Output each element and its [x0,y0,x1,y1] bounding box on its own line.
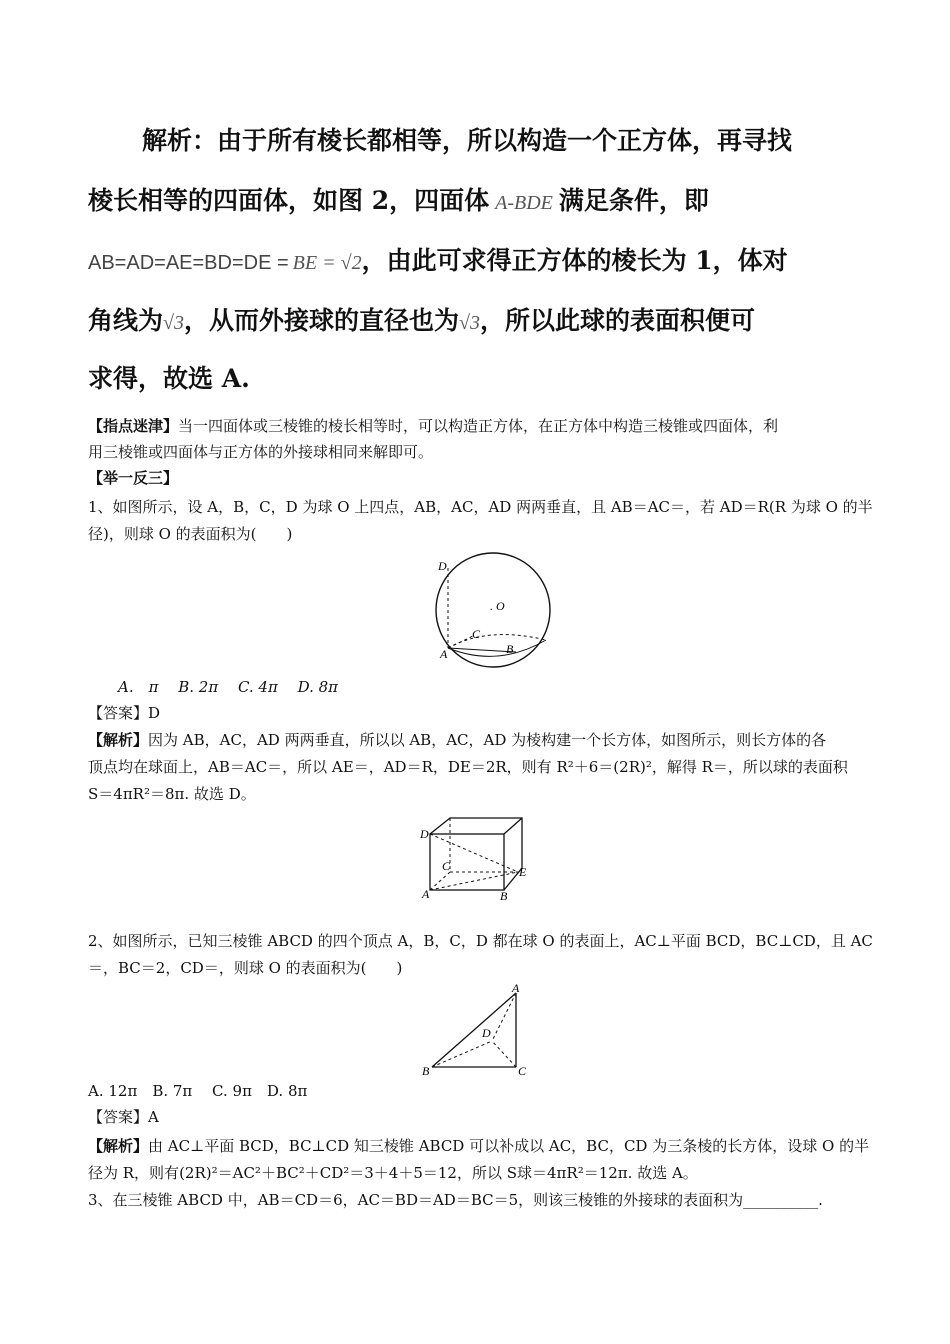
q1-box-figure [418,816,538,901]
q1-expl-line-1: 【解析】因为 AB，AC，AD 两两垂直，所以以 AB，AC，AD 为棱构建一个长方体，如图所示，则长方体的各 [88,731,827,749]
box-hidden-h [430,872,450,890]
label-a: A [422,887,430,901]
q2-line-2: ＝，BC＝2，CD＝，则球 O 的表面积为( ) [88,959,403,977]
q2-expl-line-2: 径为 R，则有(2R)²＝AC²＋BC²＋CD²＝3＋4＋5＝12，所以 S球＝4πR²＝12π. 故选 A。 [88,1164,698,1182]
label-b: B [506,642,514,656]
segment-ae [430,872,518,890]
analysis-line-3: AB=AD=AE=BD=DE = BE = √2，由此可求得正方体的棱长为 1，体对 [88,246,788,275]
edge-ab [432,993,516,1067]
q1-line-2: 径)，则球 O 的表面积为( ) [88,525,293,543]
label-d: D [438,559,447,573]
q1-expl-line-3: S＝4πR²＝8π. 故选 D。 [88,785,256,803]
label-b: B [500,889,508,903]
q1-line-1: 1、如图所示，设 A，B，C，D 为球 O 上四点，AB，AC，AD 两两垂直，且 AB＝AC＝，若 AD＝R(R 为球 O 的半 [88,498,873,516]
edge-bd [432,1041,492,1067]
q1-sphere-figure [428,558,563,673]
q1-options: A. π B. 2π C. 4π D. 8π [118,678,339,696]
label-o: . O [490,599,505,613]
label-c: C [472,627,481,641]
label-c: C [442,859,451,873]
q2-pyramid-figure [420,981,535,1078]
label-d: D [420,827,429,841]
sphere-equator-front [448,640,546,656]
tip-line-2: 用三棱锥或四面体与正方体的外接球相同来解即可。 [88,443,434,461]
q2-expl-line-1: 【解析】由 AC⊥平面 BCD，BC⊥CD 知三棱锥 ABCD 可以补成以 AC，BC，CD 为三条棱的长方体，设球 O 的半 [88,1137,870,1155]
edge-ac [448,636,473,648]
tip-line-1: 【指点迷津】当一四面体或三棱锥的棱长相等时，可以构造正方体，在正方体中构造三棱锥或四面体，利 [88,417,779,435]
label-a: A [512,981,520,995]
q2-line-1: 2、如图所示，已知三棱锥 ABCD 的四个顶点 A，B，C，D 都在球 O 的表面上，AC⊥平面 BCD，BC⊥CD，且 AC [88,932,873,950]
edge-cd [492,1041,516,1067]
label-c: C [518,1064,527,1078]
analysis-line-5: 求得，故选 A. [88,364,250,393]
label-a: A [440,647,448,661]
analysis-line-1: 解析：由于所有棱长都相等，所以构造一个正方体，再寻找 [142,126,793,155]
label-d: D [482,1026,491,1040]
box-top-edge [504,818,522,834]
q1-answer: 【答案】D [88,704,161,722]
label-b: B [422,1064,430,1078]
analysis-line-4: 角线为√3，从而外接球的直径也为√3，所以此球的表面积便可 [88,306,756,335]
q1-expl-line-2: 顶点均在球面上，AB＝AC＝，所以 AE＝，AD＝R，DE＝2R，则有 R²＋6＝(2R)²，解得 R＝，所以球的表面积 [88,758,848,776]
sphere-equator-back [448,635,546,648]
q2-answer: 【答案】A [88,1108,159,1126]
q2-options: A. 12π B. 7π C. 9π D. 8π [88,1082,308,1100]
edge-ad [492,993,516,1041]
var-a-bde: A-BDE [495,192,553,214]
q3-line-1: 3、在三棱锥 ABCD 中，AB＝CD＝6，AC＝BD＝AD＝BC＝5，则该三棱锥的外接球的表面积为__________. [88,1191,823,1209]
analysis-line-2: 棱长相等的四面体，如图 2，四面体 A-BDE 满足条件，即 [88,186,709,215]
section-title: 【举一反三】 [88,469,179,487]
label-e: E [519,865,527,879]
